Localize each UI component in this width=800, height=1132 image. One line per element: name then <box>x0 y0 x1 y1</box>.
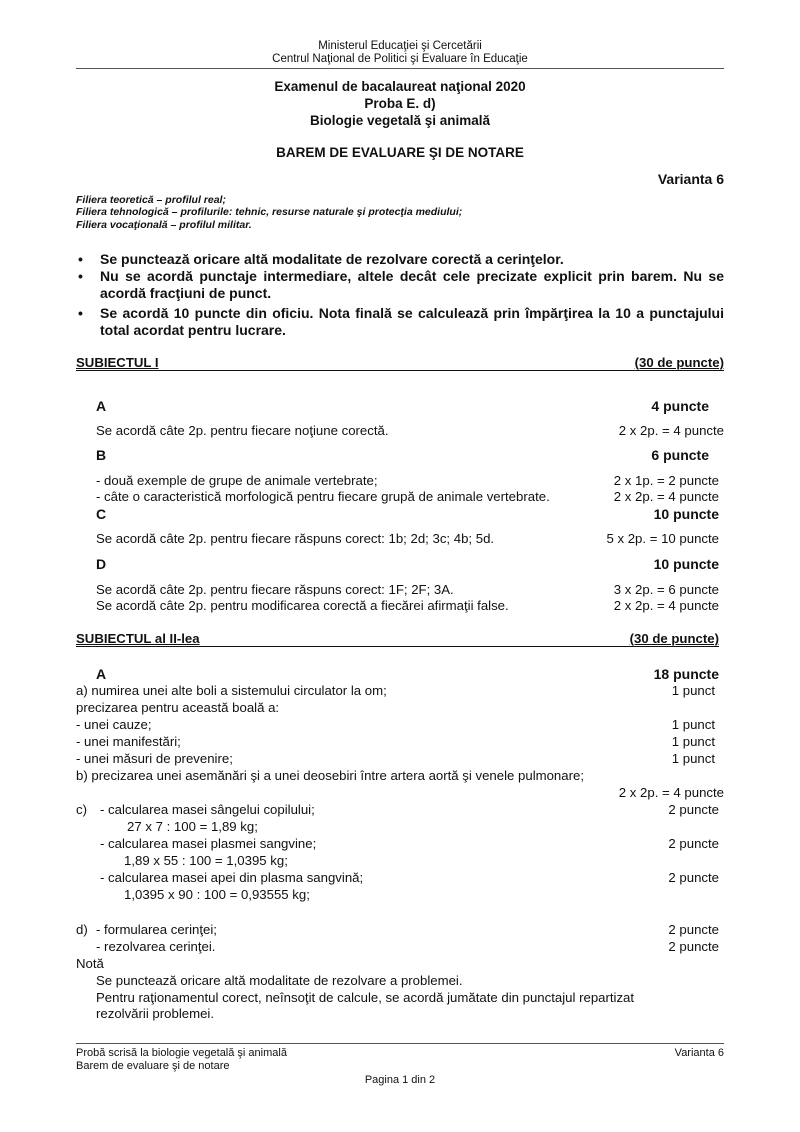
footer-divider <box>76 1043 724 1044</box>
s2-c-item: - calcularea masei plasmei sangvine; <box>100 836 317 851</box>
s2-a-subitem: - unei manifestări; <box>76 734 181 749</box>
s1-c-label: C <box>96 506 107 522</box>
header-divider <box>76 68 724 69</box>
s1-d-points: 10 puncte <box>653 556 719 572</box>
s2-d-score: 2 puncte <box>668 939 719 954</box>
ministry-name: Ministerul Educaţiei şi Cercetării <box>318 40 482 52</box>
s2-a-subitem: - unei măsuri de prevenire; <box>76 751 233 766</box>
s2-c-score: 2 puncte <box>668 802 719 817</box>
s1-b-score: 2 x 2p. = 4 puncte <box>613 489 719 504</box>
s1-b-line: - două exemple de grupe de animale vertebrate; <box>96 473 378 488</box>
exam-proba: Proba E. d) <box>364 96 436 111</box>
s2-a-intro: precizarea pentru această boală a: <box>76 700 280 715</box>
s1-a-line: Se acordă câte 2p. pentru fiecare noţiune corectă. <box>96 423 389 438</box>
s1-d-label: D <box>96 556 107 572</box>
filiera-teoretica: Filiera teoretică – profilul real; <box>76 194 226 206</box>
bullet-icon: • <box>78 305 83 321</box>
s1-b-line: - câte o caracteristică morfologică pentru fiecare grupă de animale vertebrate. <box>96 489 550 504</box>
barem-title: BAREM DE EVALUARE ŞI DE NOTARE <box>276 145 524 160</box>
note-line: Se punctează oricare altă modalitate de rezolvare a problemei. <box>96 973 463 988</box>
s1-a-points: 4 puncte <box>651 398 709 414</box>
filiera-tehnologica: Filiera tehnologică – profilurile: tehnic, resurse naturale şi protecţia mediului; <box>76 206 463 218</box>
subiect2-underline <box>76 646 719 647</box>
s1-b-score: 2 x 1p. = 2 puncte <box>613 473 719 488</box>
s1-c-line: Se acordă câte 2p. pentru fiecare răspuns corect: 1b; 2d; 3c; 4b; 5d. <box>96 531 495 546</box>
s1-a-score: 2 x 2p. = 4 puncte <box>618 423 724 438</box>
s2-c-calc: 1,0395 x 90 : 100 = 0,93555 kg; <box>124 887 310 902</box>
subiect2-points: (30 de puncte) <box>629 631 719 646</box>
rule-text: Se acordă 10 puncte din oficiu. Nota finală se calculează prin împărţirea la 10 a punctajului total acordat pentru lucrare. <box>100 305 724 338</box>
note-label: Notă <box>76 956 104 971</box>
s2-a-item-a: a) numirea unei alte boli a sistemului circulator la om; <box>76 683 387 698</box>
rule-item <box>78 251 724 268</box>
s1-d-score: 2 x 2p. = 4 puncte <box>613 598 719 613</box>
exam-subject: Biologie vegetală şi animală <box>309 113 491 128</box>
s2-b-item: b) precizarea unei asemănări şi a unei deosebiri între artera aortă şi venele pulmonare; <box>76 768 584 783</box>
exam-title: Examenul de bacalaureat naţional 2020 <box>274 79 526 94</box>
s2-c-score: 2 puncte <box>668 870 719 885</box>
variant-label: Varianta 6 <box>657 171 724 187</box>
s1-b-points: 6 puncte <box>651 447 709 463</box>
s2-c-calc: 1,89 x 55 : 100 = 1,0395 kg; <box>124 853 288 868</box>
filiera-vocationala: Filiera vocaţională – profilul militar. <box>76 219 252 231</box>
s2-a-subitem: - unei cauze; <box>76 717 152 732</box>
bullet-icon: • <box>78 268 83 284</box>
s1-a-label: A <box>96 398 107 414</box>
bullet-icon: • <box>78 251 83 267</box>
footer-exam-name: Probă scrisă la biologie vegetală şi animală <box>76 1047 287 1059</box>
rule-text: Se punctează oricare altă modalitate de rezolvare corectă a cerinţelor. <box>100 251 564 267</box>
s1-d-line: Se acordă câte 2p. pentru modificarea corectă a fiecărei afirmaţii false. <box>96 598 509 613</box>
note-line: rezolvării problemei. <box>96 1006 214 1021</box>
s2-a-subitem-score: 1 punct <box>671 717 715 732</box>
subiect1-points: (30 de puncte) <box>634 355 724 370</box>
subiect2-title: SUBIECTUL al II-lea <box>76 631 200 646</box>
s1-b-label: B <box>96 447 107 463</box>
s2-c-prefix: c) <box>76 802 87 817</box>
footer-variant: Varianta 6 <box>674 1047 724 1059</box>
rule-item <box>78 305 724 339</box>
s2-a-subitem-score: 1 punct <box>671 751 715 766</box>
s2-d-item: - formularea cerinţei; <box>96 922 217 937</box>
s2-d-item: - rezolvarea cerinţei. <box>96 939 216 954</box>
s2-a-label: A <box>96 666 107 682</box>
s2-b-score: 2 x 2p. = 4 puncte <box>618 785 724 800</box>
s2-a-item-a-score: 1 punct <box>671 683 715 698</box>
note-line: Pentru raţionamentul corect, neînsoţit de calcule, se acordă jumătate din punctajul repartizat <box>96 990 635 1005</box>
s2-c-score: 2 puncte <box>668 836 719 851</box>
s2-c-calc: 27 x 7 : 100 = 1,89 kg; <box>127 819 258 834</box>
subiect1-title: SUBIECTUL I <box>76 355 159 370</box>
subiect1-underline <box>76 370 724 371</box>
footer-doc-name: Barem de evaluare şi de notare <box>76 1060 230 1072</box>
page-number: Pagina 1 din 2 <box>364 1074 436 1086</box>
rule-item <box>78 268 724 302</box>
s2-a-subitem-score: 1 punct <box>671 734 715 749</box>
s2-d-score: 2 puncte <box>668 922 719 937</box>
center-name: Centrul Naţional de Politici şi Evaluare în Educaţie <box>272 53 528 65</box>
rule-text: Nu se acordă punctaje intermediare, altele decât cele precizate explicit prin barem. Nu se acordă fracţiuni de punct. <box>100 268 724 301</box>
s1-d-score: 3 x 2p. = 6 puncte <box>613 582 719 597</box>
s2-c-item: - calcularea masei sângelui copilului; <box>100 802 315 817</box>
s1-c-score: 5 x 2p. = 10 puncte <box>606 531 719 546</box>
s1-c-points: 10 puncte <box>653 506 719 522</box>
s2-d-prefix: d) <box>76 922 88 937</box>
s1-d-line: Se acordă câte 2p. pentru fiecare răspuns corect: 1F; 2F; 3A. <box>96 582 454 597</box>
s2-a-points: 18 puncte <box>653 666 719 682</box>
s2-c-item: - calcularea masei apei din plasma sangvină; <box>100 870 364 885</box>
